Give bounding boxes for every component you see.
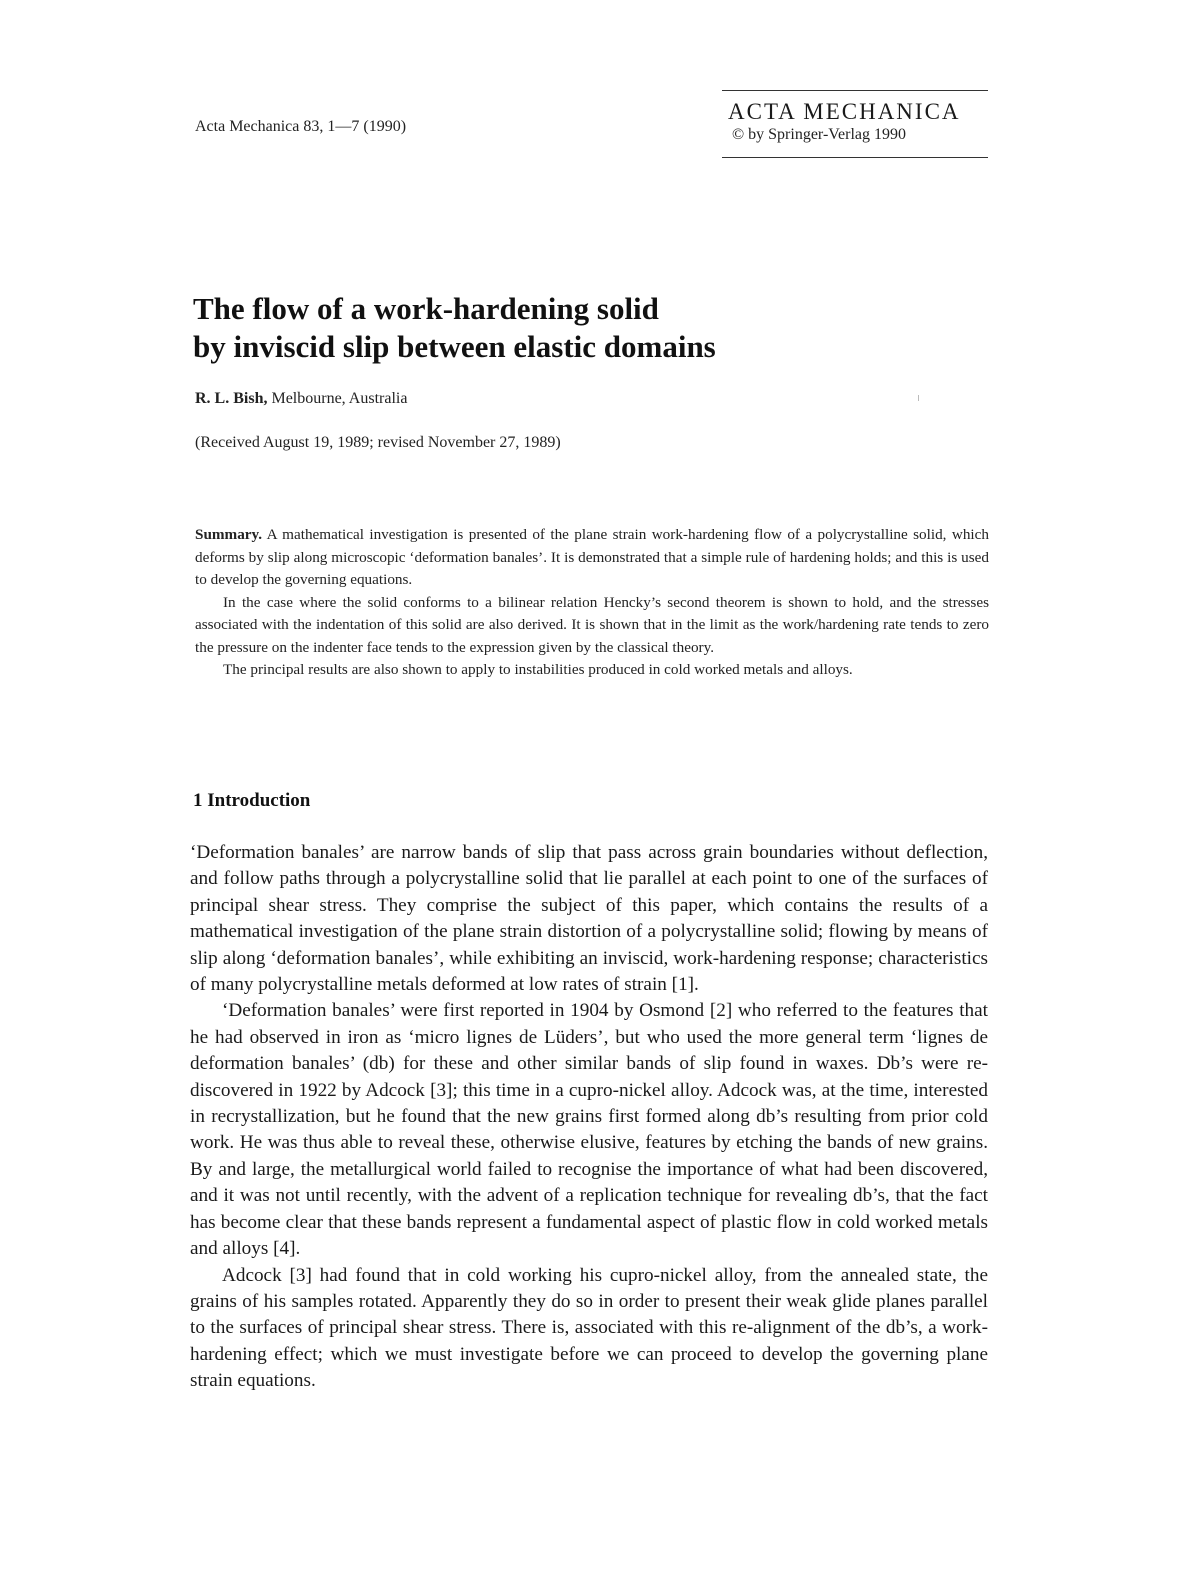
summary-label: Summary. [195,526,263,543]
summary-paragraph-1 [195,524,989,592]
author-location: Melbourne, Australia [271,390,408,407]
intro-paragraph-1: ‘Deformation banales’ are narrow bands of slip that pass across grain boundaries without deflection, and follow paths through a polycrystalline solid that lie parallel at each point to one of the surfaces of principal shear stress. They comprise the subject of this paper, which contains the results of a mathematical investigation of the plane strain distortion of a polycrystalline solid; flowing by means of slip along ‘deformation banales’, while exhibiting an inviscid, work-hardening response; characteristics of many polycrystalline metals deformed at low rates of strain [1]. [190,842,988,996]
author-name: R. L. Bish, [195,390,268,407]
intro-paragraph-3: Adcock [3] had found that in cold working his cupro-nickel alloy, from the annealed state, the grains of his samples rotated. Apparently they do so in order to present their weak glide planes parallel to the surfaces of principal shear stress. There is, associated with this re-alignment of the db’s, a work-hardening effect; which we must investigate before we can proceed to develop the governing plane strain equations. [190,1264,988,1392]
title-line-1: The flow of a work-hardening solid [193,291,659,326]
summary-paragraph-2: In the case where the solid conforms to a bilinear relation Hencky’s second theorem is shown to hold, and the stresses associated with the indentation of this solid are also derived. It is shown that in the limit as the work/hardening rate tends to zero the pressure on the indenter face tends to the expression given by the classical theory. [195,593,989,656]
title-line-2: by inviscid slip between elastic domains [193,329,716,364]
journal-citation: Acta Mechanica 83, 1—7 (1990) [195,118,407,135]
scan-speck [918,395,919,401]
summary-text-1: A mathematical investigation is presented of the plane strain work-hardening flow of a polycrystalline solid, which deforms by slip along microscopic ‘deformation banales’. It is demonstrated that a simple rule of hardening holds; and this is used to develop the governing equations. [195,526,989,588]
author-line [195,390,407,408]
journal-masthead [722,90,988,158]
article-title [193,290,716,366]
journal-copyright: © by Springer-Verlag 1990 [732,126,907,143]
journal-name: ACTA MECHANICA [728,99,961,124]
summary-paragraph-3: The principal results are also shown to apply to instabilities produced in cold worked metals and alloys. [223,661,853,678]
introduction-body [190,840,988,1395]
intro-paragraph-2: ‘Deformation banales’ were first reported in 1904 by Osmond [2] who referred to the features that he had observed in iron as ‘micro lignes de Lüders’, but who used the more general term ‘lignes de deformation banales’ (db) for these and other similar bands of slip found in waxes. Db’s were re-discovered in 1922 by Adcock [3]; this time in a cupro-nickel alloy. Adcock was, at the time, interested in recrystallization, but he found that the new grains first formed along db’s resulting from prior cold work. He was thus able to reveal these, otherwise elusive, features by etching the bands of new grains. By and large, the metallurgical world failed to recognise the importance of what had been discovered, and it was not until recently, with the advent of a replication technique for revealing db’s, that the fact has become clear that these bands represent a fundamental aspect of plastic flow in cold worked metals and alloys [4]. [190,1000,988,1260]
section-heading-introduction: 1 Introduction [193,790,311,811]
received-dates: (Received August 19, 1989; revised November 27, 1989) [195,434,561,451]
summary-abstract [195,524,989,682]
